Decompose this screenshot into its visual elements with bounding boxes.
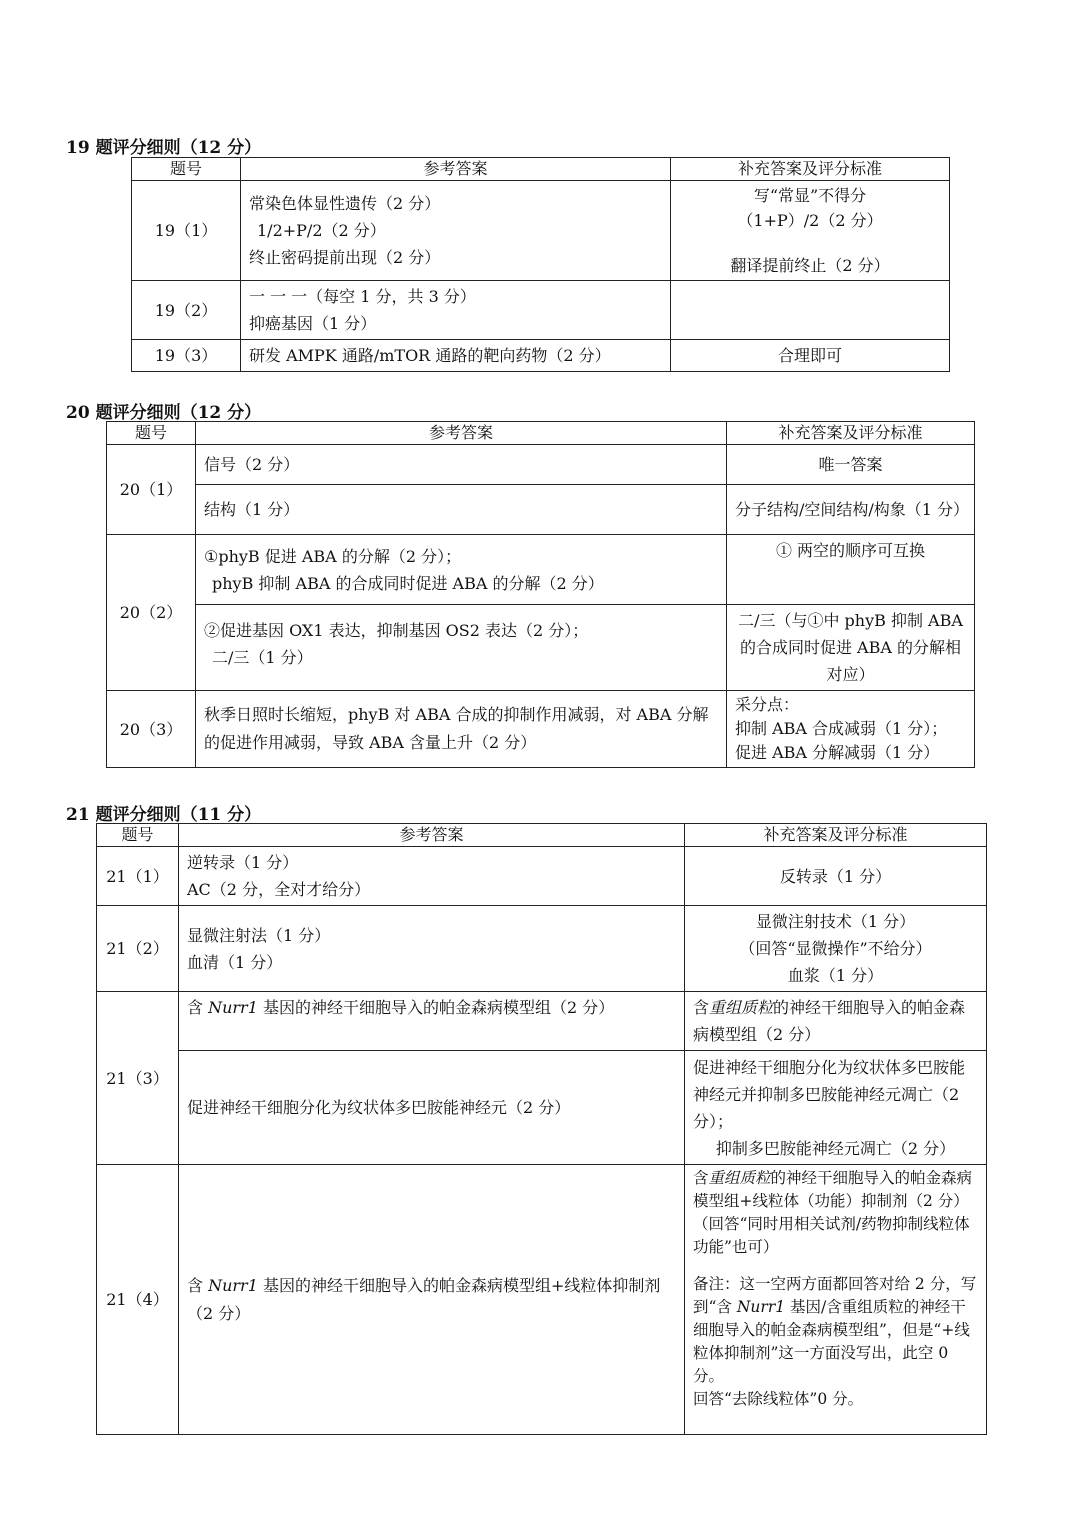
spacer xyxy=(693,1259,978,1273)
answer-line: ①phyB 促进 ABA 的分解（2 分）； xyxy=(204,546,462,566)
answer-line: 1/2+P/2（2 分） xyxy=(257,221,386,240)
header-answer: 参考答案 xyxy=(241,158,671,181)
criteria-text: 抑制多巴胺能神经元凋亡（2 分） xyxy=(715,1138,956,1158)
criteria-line: （回答“显微操作”不给分） xyxy=(739,939,932,958)
q21-2-answer xyxy=(179,906,685,992)
note-text: 基因/含重组质粒的神经干细胞导入的帕金森病模型组”，但是“+线粒体抑制剂”这一方面没写出，此空 0 分。 xyxy=(693,1298,970,1385)
q20-2-criteria-b: 二/三（与①中 phyB 抑制 ABA 的合成同时促进 ABA 的分解相对应） xyxy=(727,605,975,691)
q20-1-answer-a: 信号（2 分） xyxy=(196,445,727,485)
q19-title: 19 题评分细则（12 分） xyxy=(66,138,262,158)
criteria-line: 翻译提前终止（2 分） xyxy=(730,256,890,275)
q20-2-criteria-a: ① 两空的顺序可互换 xyxy=(727,535,975,605)
table-row xyxy=(107,691,975,768)
answer-line: 血清（1 分） xyxy=(187,952,283,972)
answer-line: 抑癌基因（1 分） xyxy=(249,314,377,333)
header-num: 题号 xyxy=(132,158,241,181)
table-row xyxy=(132,281,950,340)
q19-table xyxy=(131,157,950,372)
q20-3-answer: 秋季日照时长缩短，phyB 对 ABA 合成的抑制作用减弱，对 ABA 分解的促进作用减弱，导致 ABA 含量上升（2 分） xyxy=(196,691,727,768)
q21-3-answer-a xyxy=(179,992,685,1051)
header-answer: 参考答案 xyxy=(179,824,685,847)
q19-2-criteria xyxy=(671,281,950,340)
header-num: 题号 xyxy=(97,824,179,847)
gene-name: Nurr1 xyxy=(208,998,258,1017)
q21-title: 21 题评分细则（11 分） xyxy=(66,805,262,825)
answer-line: 显微注射法（1 分） xyxy=(187,925,331,945)
q21-3-criteria-b xyxy=(685,1051,987,1165)
q19-1-answer xyxy=(241,181,671,281)
answer-line: 一 一 一（每空 1 分，共 3 分） xyxy=(249,287,476,306)
answer-text: 含 xyxy=(187,998,209,1017)
q20-1-criteria-a: 唯一答案 xyxy=(727,445,975,485)
q19-1-criteria xyxy=(671,181,950,281)
answer-line: 二/三（1 分） xyxy=(212,648,313,667)
answer-line: ②促进基因 OX1 表达，抑制基因 OS2 表达（2 分）； xyxy=(204,621,589,640)
q21-2-num: 21（2） xyxy=(97,906,179,992)
q19-1-num: 19（1） xyxy=(132,181,241,281)
q21-4-num: 21（4） xyxy=(97,1165,179,1435)
q20-3-num: 20（3） xyxy=(107,691,196,768)
q21-4-answer xyxy=(179,1165,685,1435)
criteria-text: 的神经干细胞导入的帕金森病模型组（2 分） xyxy=(693,998,966,1044)
header-criteria: 补充答案及评分标准 xyxy=(685,824,987,847)
q19-2-answer xyxy=(241,281,671,340)
table-row xyxy=(107,535,975,605)
answer-text: 基因的神经干细胞导入的帕金森病模型组（2 分） xyxy=(257,998,615,1017)
q20-2-num: 20（2） xyxy=(107,535,196,691)
gene-name: Nurr1 xyxy=(208,1275,258,1295)
header-criteria: 补充答案及评分标准 xyxy=(671,158,950,181)
q20-1-answer-b: 结构（1 分） xyxy=(196,485,727,535)
criteria-text: 含 xyxy=(693,998,710,1017)
q20-1-criteria-b: 分子结构/空间结构/构象（1 分） xyxy=(727,485,975,535)
table-row xyxy=(107,445,975,485)
q20-header-row xyxy=(107,422,975,445)
table-row xyxy=(97,906,987,992)
q21-3-num: 21（3） xyxy=(97,992,179,1165)
answer-line: 逆转录（1 分） xyxy=(187,853,299,872)
criteria-line: 抑制 ABA 合成减弱（1 分）； xyxy=(735,719,948,738)
criteria-line: 采分点： xyxy=(735,695,800,714)
q21-table xyxy=(96,823,987,1435)
q19-2-num: 19（2） xyxy=(132,281,241,340)
answer-line: AC（2 分，全对才给分） xyxy=(187,880,371,899)
q20-1-num: 20（1） xyxy=(107,445,196,535)
emphasis-text: 重组质粒 xyxy=(708,1169,771,1187)
answer-line: phyB 抑制 ABA 的合成同时促进 ABA 的分解（2 分） xyxy=(212,573,604,593)
q19-3-answer: 研发 AMPK 通路/mTOR 通路的靶向药物（2 分） xyxy=(241,340,671,372)
answer-text: 基因的神经干细胞导入的帕金森病模型组+线粒体抑制剂（2 分） xyxy=(187,1275,661,1323)
gene-name: Nurr1 xyxy=(736,1298,786,1316)
q21-1-criteria: 反转录（1 分） xyxy=(685,847,987,906)
answer-line: 常染色体显性遗传（2 分） xyxy=(249,194,441,213)
table-row xyxy=(107,605,975,691)
criteria-line: 写“常显”不得分 xyxy=(753,186,867,205)
q19-3-num: 19（3） xyxy=(132,340,241,372)
table-row xyxy=(132,340,950,372)
q21-2-criteria xyxy=(685,906,987,992)
q20-2-answer-b xyxy=(196,605,727,691)
note-text: 备注：这一空两方面都回答对给 2 分，写到“含 xyxy=(693,1275,977,1316)
criteria-text: 含 xyxy=(693,1169,709,1187)
q21-1-num: 21（1） xyxy=(97,847,179,906)
q20-title: 20 题评分细则（12 分） xyxy=(66,403,262,423)
q19-header-row xyxy=(132,158,950,181)
criteria-text: 的神经干细胞导入的帕金森病模型组+线粒体（功能）抑制剂（2 分）（回答“同时用相关试剂/药物抑制线粒体功能”也可） xyxy=(693,1169,973,1256)
q20-table xyxy=(106,421,975,768)
q21-4-criteria xyxy=(685,1165,987,1435)
criteria-line: 促进 ABA 分解减弱（1 分） xyxy=(735,743,940,762)
table-row xyxy=(97,992,987,1051)
criteria-text: 促进神经干细胞分化为纹状体多巴胺能神经元并抑制多巴胺能神经元凋亡（2 分）； xyxy=(693,1057,966,1131)
spacer xyxy=(679,233,941,253)
q21-header-row xyxy=(97,824,987,847)
note-text: 回答“去除线粒体”0 分。 xyxy=(693,1390,864,1408)
answer-text: 含 xyxy=(187,1275,209,1295)
q21-1-answer xyxy=(179,847,685,906)
header-answer: 参考答案 xyxy=(196,422,727,445)
table-row xyxy=(97,847,987,906)
q21-3-answer-b: 促进神经干细胞分化为纹状体多巴胺能神经元（2 分） xyxy=(179,1051,685,1165)
emphasis-text: 重组质粒 xyxy=(709,998,774,1017)
table-row xyxy=(97,1165,987,1435)
table-row xyxy=(107,485,975,535)
table-row xyxy=(132,181,950,281)
criteria-line: 血浆（1 分） xyxy=(787,966,884,985)
header-criteria: 补充答案及评分标准 xyxy=(727,422,975,445)
q19-3-criteria: 合理即可 xyxy=(671,340,950,372)
header-num: 题号 xyxy=(107,422,196,445)
q20-3-criteria xyxy=(727,691,975,768)
criteria-line: （1+P）/2（2 分） xyxy=(737,211,883,230)
q21-3-criteria-a xyxy=(685,992,987,1051)
q20-2-answer-a xyxy=(196,535,727,605)
table-row xyxy=(97,1051,987,1165)
answer-line: 终止密码提前出现（2 分） xyxy=(249,248,441,267)
criteria-line: 显微注射技术（1 分） xyxy=(755,912,916,931)
